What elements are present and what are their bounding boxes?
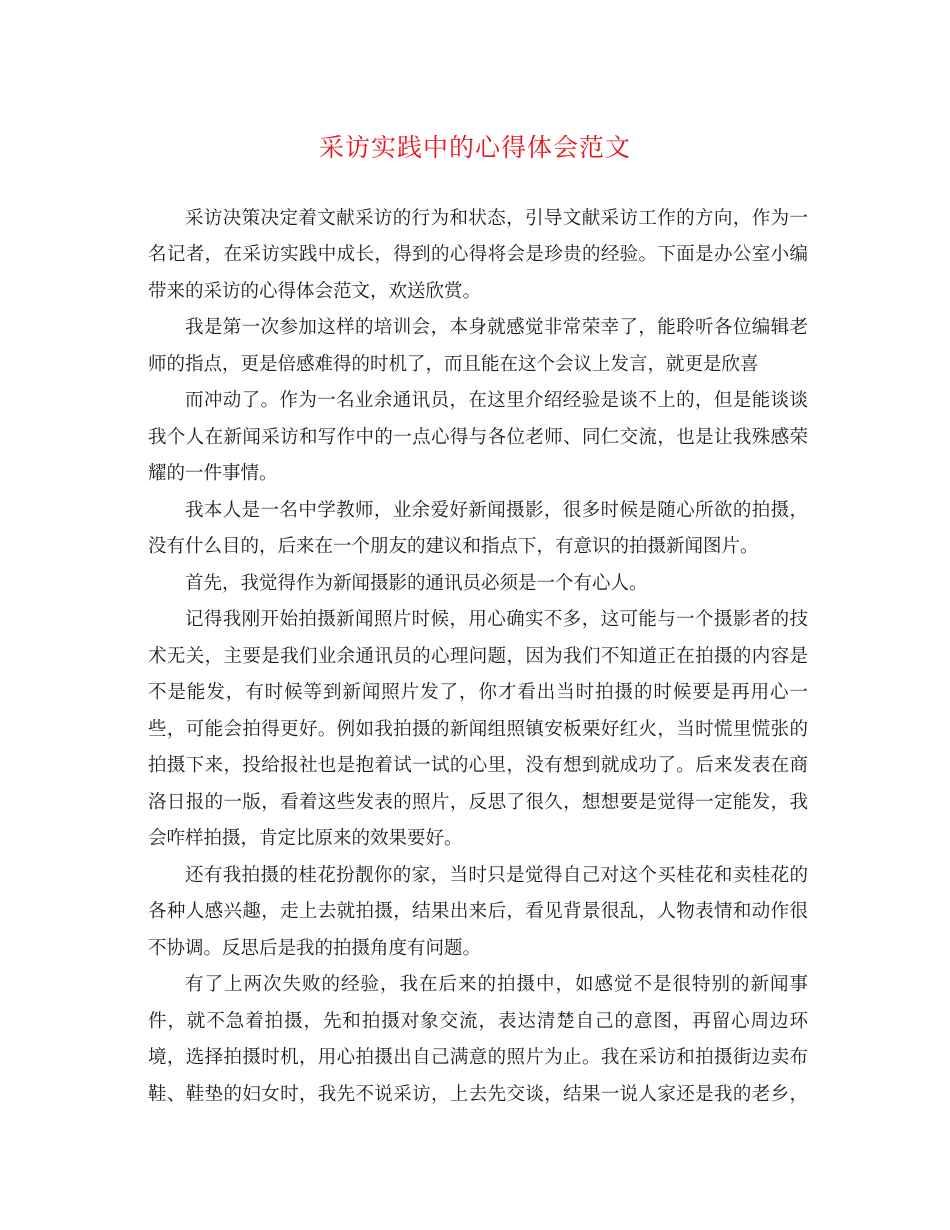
text-line: 首先，我觉得作为新闻摄影的通讯员必须是一个有心人。 <box>185 573 648 594</box>
document-title: 采访实践中的心得体会范文 <box>318 133 631 162</box>
text-line: 鞋、鞋垫的妇女时，我先不说采访，上去先交谈，结果一说人家还是我的老乡， <box>148 1084 808 1105</box>
text-line: 我是第一次参加这样的培训会，本身就感觉非常荣幸了，能聆听各位编辑老 <box>185 317 808 338</box>
text-line: 记得我刚开始拍摄新闻照片时候，用心确实不多，这可能与一个摄影者的技 <box>185 609 808 630</box>
text-line: 师的指点，更是倍感难得的时机了，而且能在这个会议上发言，就更是欣喜 <box>148 354 759 375</box>
text-line: 我本人是一名中学教师，业余爱好新闻摄影，很多时候是随心所欲的拍摄， <box>185 500 808 521</box>
text-line: 而冲动了。作为一名业余通讯员，在这里介绍经验是谈不上的，但是能谈谈 <box>185 390 808 411</box>
text-line: 我个人在新闻采访和写作中的一点心得与各位老师、同仁交流，也是让我殊感荣 <box>148 427 808 448</box>
text-line: 还有我拍摄的桂花扮靓你的家，当时只是觉得自己对这个买桂花和卖桂花的 <box>185 865 808 886</box>
text-line: 境，选择拍摄时机，用心拍摄出自己满意的照片为止。我在采访和拍摄街边卖布 <box>148 1047 808 1068</box>
text-line: 没有什么目的，后来在一个朋友的建议和指点下，有意识的拍摄新闻图片。 <box>148 536 759 557</box>
text-line: 些，可能会拍得更好。例如我拍摄的新闻组照镇安板栗好红火，当时慌里慌张的 <box>148 719 808 740</box>
text-line: 各种人感兴趣，走上去就拍摄，结果出来后，看见背景很乱，人物表情和动作很 <box>148 901 808 922</box>
text-line: 有了上两次失败的经验，我在后来的拍摄中，如感觉不是很特别的新闻事 <box>185 974 808 995</box>
text-line: 带来的采访的心得体会范文，欢送欣赏。 <box>148 281 482 302</box>
text-line: 拍摄下来，投给报社也是抱着试一试的心里，没有想到就成功了。后来发表在商 <box>148 755 808 776</box>
text-line: 耀的一件事情。 <box>148 463 278 484</box>
text-line: 术无关，主要是我们业余通讯员的心理问题，因为我们不知道正在拍摄的内容是 <box>148 646 808 667</box>
text-line: 不协调。反思后是我的拍摄角度有问题。 <box>148 938 482 959</box>
text-line: 洛日报的一版，看着这些发表的照片，反思了很久，想想要是觉得一定能发，我 <box>148 792 808 813</box>
text-line: 会咋样拍摄，肯定比原来的效果要好。 <box>148 828 463 849</box>
text-line: 采访决策决定着文献采访的行为和状态，引导文献采访工作的方向，作为一 <box>185 208 808 229</box>
text-line: 件，就不急着拍摄，先和拍摄对象交流，表达清楚自己的意图，再留心周边环 <box>148 1011 808 1032</box>
text-line: 名记者，在采访实践中成长，得到的心得将会是珍贵的经验。下面是办公室小编 <box>148 244 808 265</box>
text-line: 不是能发，有时候等到新闻照片发了，你才看出当时拍摄的时候要是再用心一 <box>148 682 808 703</box>
